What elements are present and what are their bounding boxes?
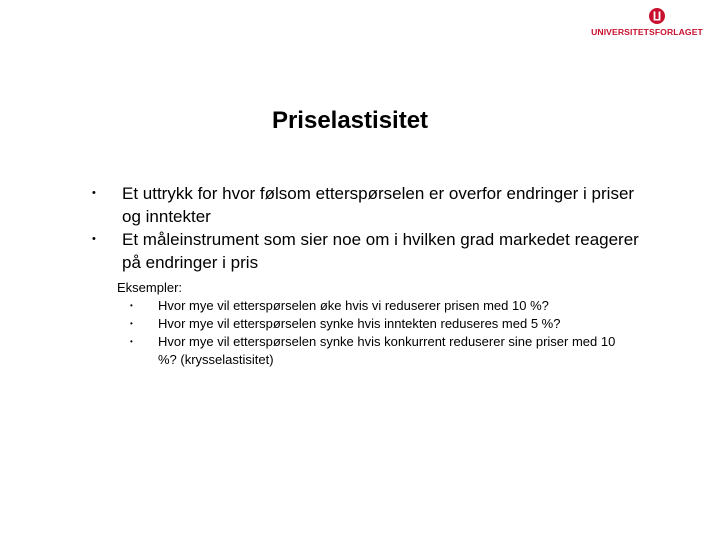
bullet-text: Et måleinstrument som sier noe om i hvilken grad markedet reagerer på endringer i pris (122, 230, 639, 272)
example-item (117, 297, 618, 315)
examples-block (117, 279, 637, 369)
universitetsforlaget-logo-icon (649, 8, 665, 24)
example-text: Hvor mye vil etterspørselen synke hvis inntekten reduseres med 5 %? (158, 316, 561, 331)
example-item (117, 333, 618, 369)
bullet-item (0, 182, 642, 228)
slide-title: Priselastisitet (271, 107, 429, 134)
bullet-dot: • (92, 187, 96, 199)
bullet-text: Et uttrykk for hvor følsom etterspørselen er overfor endringer i priser og inntekter (122, 184, 635, 226)
example-text: Hvor mye vil etterspørselen synke hvis konkurrent reduserer sine priser med 10 %? (krysselastisitet) (158, 334, 616, 367)
example-text: Hvor mye vil etterspørselen øke hvis vi reduserer prisen med 10 %? (158, 298, 549, 313)
bullet-dot: • (130, 319, 133, 328)
example-item (117, 315, 618, 333)
bullet-dot: • (130, 301, 133, 310)
examples-label: Eksempler: (117, 280, 183, 295)
publisher-logo (583, 6, 711, 40)
bullet-dot: • (130, 337, 133, 346)
bullet-dot: • (92, 233, 96, 245)
bullet-item (0, 228, 642, 274)
bullet-list (0, 182, 720, 274)
logo-text: UNIVERSITETSFORLAGET (591, 27, 703, 37)
